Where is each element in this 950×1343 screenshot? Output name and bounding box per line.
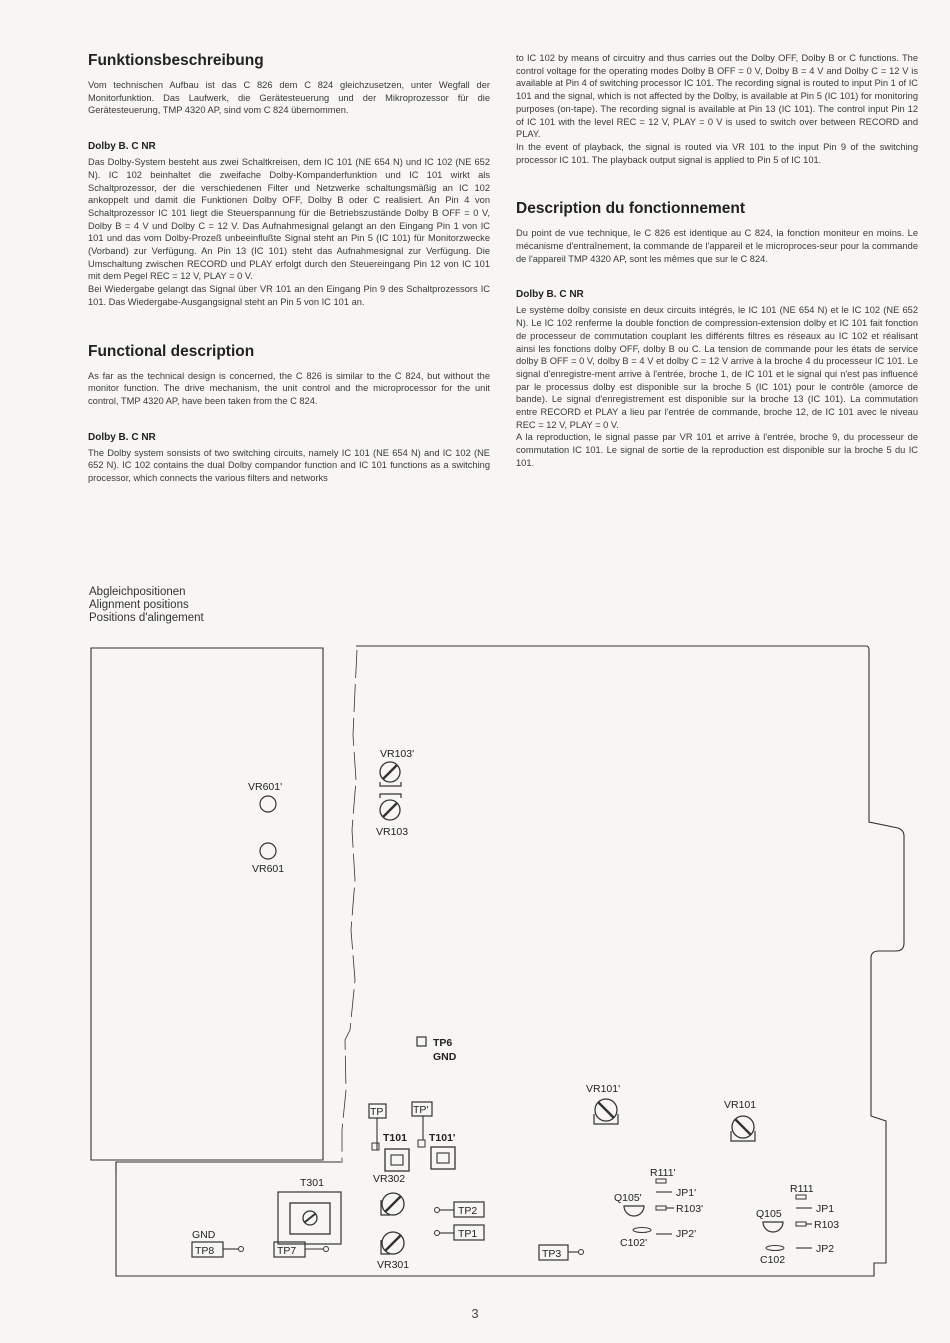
board-divider xyxy=(342,650,357,1163)
vr601-prime-label: VR601' xyxy=(248,781,283,793)
left-board-outline xyxy=(91,648,323,1160)
en-intro: As far as the technical design is concerned, the C 826 is similar to the C 824, but without the monitor function. The drive mechanism, the unit control and the microprocessor for the unit control, TMP 4320 AP, have been taken from the C 824. xyxy=(88,370,490,406)
caption-en: Alignment positions xyxy=(89,599,189,611)
caption-de: Abgleichpositionen xyxy=(89,586,186,598)
vr301-label: VR301 xyxy=(377,1259,410,1271)
en-body-continued-2: In the event of playback, the signal is routed via VR 101 to the input Pin 9 of the switching processor IC 101. The playback output signal is applied to Pin 5 of IC 101. xyxy=(516,141,918,165)
jp2-prime-label: JP2' xyxy=(676,1228,697,1240)
de-intro: Vom technischen Aufbau ist das C 826 dem C 824 gleichzusetzen, unter Wegfall der Monitorfunktion. Das Laufwerk, die Gerätesteuerung und der Mikroprozessor für die Gerätesteuerung, TMP 4320 AP, sind vom C 824 übernommen. xyxy=(88,80,490,116)
vr103-label: VR103 xyxy=(376,826,409,838)
c102-label: C102 xyxy=(760,1254,786,1266)
tp2-label: TP2 xyxy=(458,1205,478,1217)
en-body: The Dolby system sonsists of two switching circuits, namely IC 101 (NE 654 N) and IC 102 (NE 652 N). IC 102 contains the dual Dolby compandor function and IC 101 functions as a switching processor, which connects the various filters and networks xyxy=(88,447,490,484)
r103-label: R103 xyxy=(814,1219,840,1231)
q105-label: Q105 xyxy=(756,1208,782,1220)
en-title: Functional description xyxy=(88,342,255,360)
c102-prime-label: C102' xyxy=(620,1237,648,1249)
r111-prime-label: R111' xyxy=(650,1167,676,1179)
jp1-label: JP1 xyxy=(816,1203,835,1215)
vr601-circle xyxy=(260,843,276,859)
tp-label: TP xyxy=(370,1106,384,1118)
q105-symbol xyxy=(763,1222,783,1232)
vr301-trimmer xyxy=(381,1232,404,1254)
de-body-2: Bei Wiedergabe gelangt das Signal über VR 101 an den Eingang Pin 9 des Schaltprozessors IC 101. Das Wiedergabe-Ausgangsignal steht an Pin 5 von IC 101 an. xyxy=(88,284,490,307)
de-body: Das Dolby-System besteht aus zwei Schaltkreisen, dem IC 101 (NE 654 N) und IC 102 (NE 652 N). IC 102 beinhaltet die zweifache Dolby-Kompanderfunktion und IC 101 wirkt als Schaltprozessor, der die verschiedenen Filter und Netzwerke schaltungsmäßig an IC 102 ankoppelt und damit die Funktionen Dolby OFF, Dolby B oder C realisiert. An Pin 4 von Schaltprozessor IC 101 liegt die Steuerspannung für die Betriebszustände Dolby B OFF = 0 V, Dolby B = 4 V und Dolby C = 12 V. Das Aufnahmesignal gelangt an den Eingang Pin 1 von IC 101 und das vom Dolby-Prozeß unbeeinflußte Signal steht an Pin 5 (IC 101) für Monitorzwecke (Vorband) zur Verfügung. An Pin 13 (IC 101) steht das Aufnahmesignal zur Verfügung. Die Umschaltung zwischen RECORD und PLAY erfolgt durch den Steuereingang Pin 12 von IC 101 mit dem Pegel REC = 12 V, PLAY = 0 V. xyxy=(88,157,490,282)
fr-body: Le système dolby consiste en deux circuits intégrés, le IC 101 (NE 654 N) et le IC 102 (NE 652 N). Le IC 102 renferme la double fonction de compression-extension dolby et IC 101 fait fonction de processeur de commutation couplant les différents filtres es réseaux au IC 102 et réalisant ainsi les fonctions dolby OFF, dolby B ou C. La tension de commande pour les états de service dolby B OFF = 0 V, dolby B = 4 V et dolby C = 12 V arrive à la broche 4 du processeur IC 101. Le signal d'enregistre-ment arrive à l'entrée, broche 1, de IC 101 et le signal qui n'est pas influencé par le processus dolby est disponible sur la broche 5 (IC 101) pour le contrôle (amorce de bande). Le signal d'enregistrement est disponible sur la broche 13 (IC 101). La commutation entre RECORD et PLAY a lieu par l'entrée de commande, broche 12, de IC 101 avec le niveau REC = 12 V, PLAY = 0 V. xyxy=(516,305,918,430)
tp1-label: TP1 xyxy=(458,1228,478,1240)
de-title: Funktionsbeschreibung xyxy=(88,52,264,69)
en-subheading: Dolby B. C NR xyxy=(88,431,156,443)
tp6-pad xyxy=(417,1037,426,1046)
en-body-continued: to IC 102 by means of circuitry and thus carries out the Dolby OFF, Dolby B or C functions. The control voltage for the operating modes Dolby B OFF = 0 V, Dolby B = 4 V and Dolby C = 12 V is available at Pin 4 of switching processor IC 101. The recording signal is routed to input Pin 1 of IC 101 and the signal, which is not affected by the Dolby, is available at Pin 5 (IC 101) for monitoring purposes (on-tape). The recording signal is available at Pin 13 (IC 101). The control input Pin 12 of IC 101 with the level REC = 12 V, PLAY = 0 V is used to switch over between RECORD and PLAY. xyxy=(516,53,918,140)
vr103-prime-trimmer xyxy=(380,762,401,786)
fr-body-2: A la reproduction, le signal passe par VR 101 et arrive à l'entrée, broche 9, du processeur de commutation IC 101. Le signal de sortie de la reproduction est disponible sur la broche 5 du IC 101. xyxy=(516,432,918,468)
jp1-prime-label: JP1' xyxy=(676,1187,697,1199)
tp8-label: TP8 xyxy=(195,1245,215,1257)
jp2-label: JP2 xyxy=(816,1243,835,1255)
vr101-label: VR101 xyxy=(724,1099,757,1111)
tp6-label: TP6 xyxy=(433,1037,453,1049)
vr601-label: VR601 xyxy=(252,863,285,875)
fr-title: Description du fonctionnement xyxy=(516,200,746,218)
page-number: 3 xyxy=(471,1306,479,1321)
q105-prime-symbol xyxy=(624,1206,644,1216)
t101-prime-coil xyxy=(431,1147,455,1169)
t101-prime-label: T101' xyxy=(429,1132,456,1144)
vr103-trimmer xyxy=(380,794,401,820)
vr101-prime-label: VR101' xyxy=(586,1083,621,1095)
caption-fr: Positions d'alingement xyxy=(89,612,204,624)
vr101-prime-trimmer xyxy=(594,1099,618,1124)
t101-label: T101 xyxy=(383,1132,407,1144)
vr103-prime-label: VR103' xyxy=(380,748,415,760)
tp6-gnd-label: GND xyxy=(433,1051,457,1063)
vr601-prime-circle xyxy=(260,796,276,812)
fr-intro: Du point de vue technique, le C 826 est identique au C 824, la fonction moniteur en moins. Le mécanisme d'entraînement, la commande de l'appareil et le microproces-seur pour la commande de l'appareil TMP 4320 AP, sont les mêmes que sur le C 824. xyxy=(516,228,918,264)
vr302-trimmer xyxy=(381,1193,404,1215)
fr-subheading: Dolby B. C NR xyxy=(516,289,584,301)
gnd-label: GND xyxy=(192,1229,216,1241)
vr302-label: VR302 xyxy=(373,1173,406,1185)
main-board-outline xyxy=(116,646,904,1276)
tp3-label: TP3 xyxy=(542,1248,562,1260)
tp7-label: TP7 xyxy=(277,1245,297,1257)
q105-prime-label: Q105' xyxy=(614,1192,642,1204)
t301-label: T301 xyxy=(300,1177,324,1189)
r111-label: R111 xyxy=(790,1183,814,1195)
vr101-trimmer xyxy=(731,1116,755,1141)
tp-prime-label: TP' xyxy=(413,1104,429,1116)
t101-coil xyxy=(385,1149,409,1171)
de-subheading: Dolby B. C NR xyxy=(88,141,156,153)
r103-prime-label: R103' xyxy=(676,1203,704,1215)
